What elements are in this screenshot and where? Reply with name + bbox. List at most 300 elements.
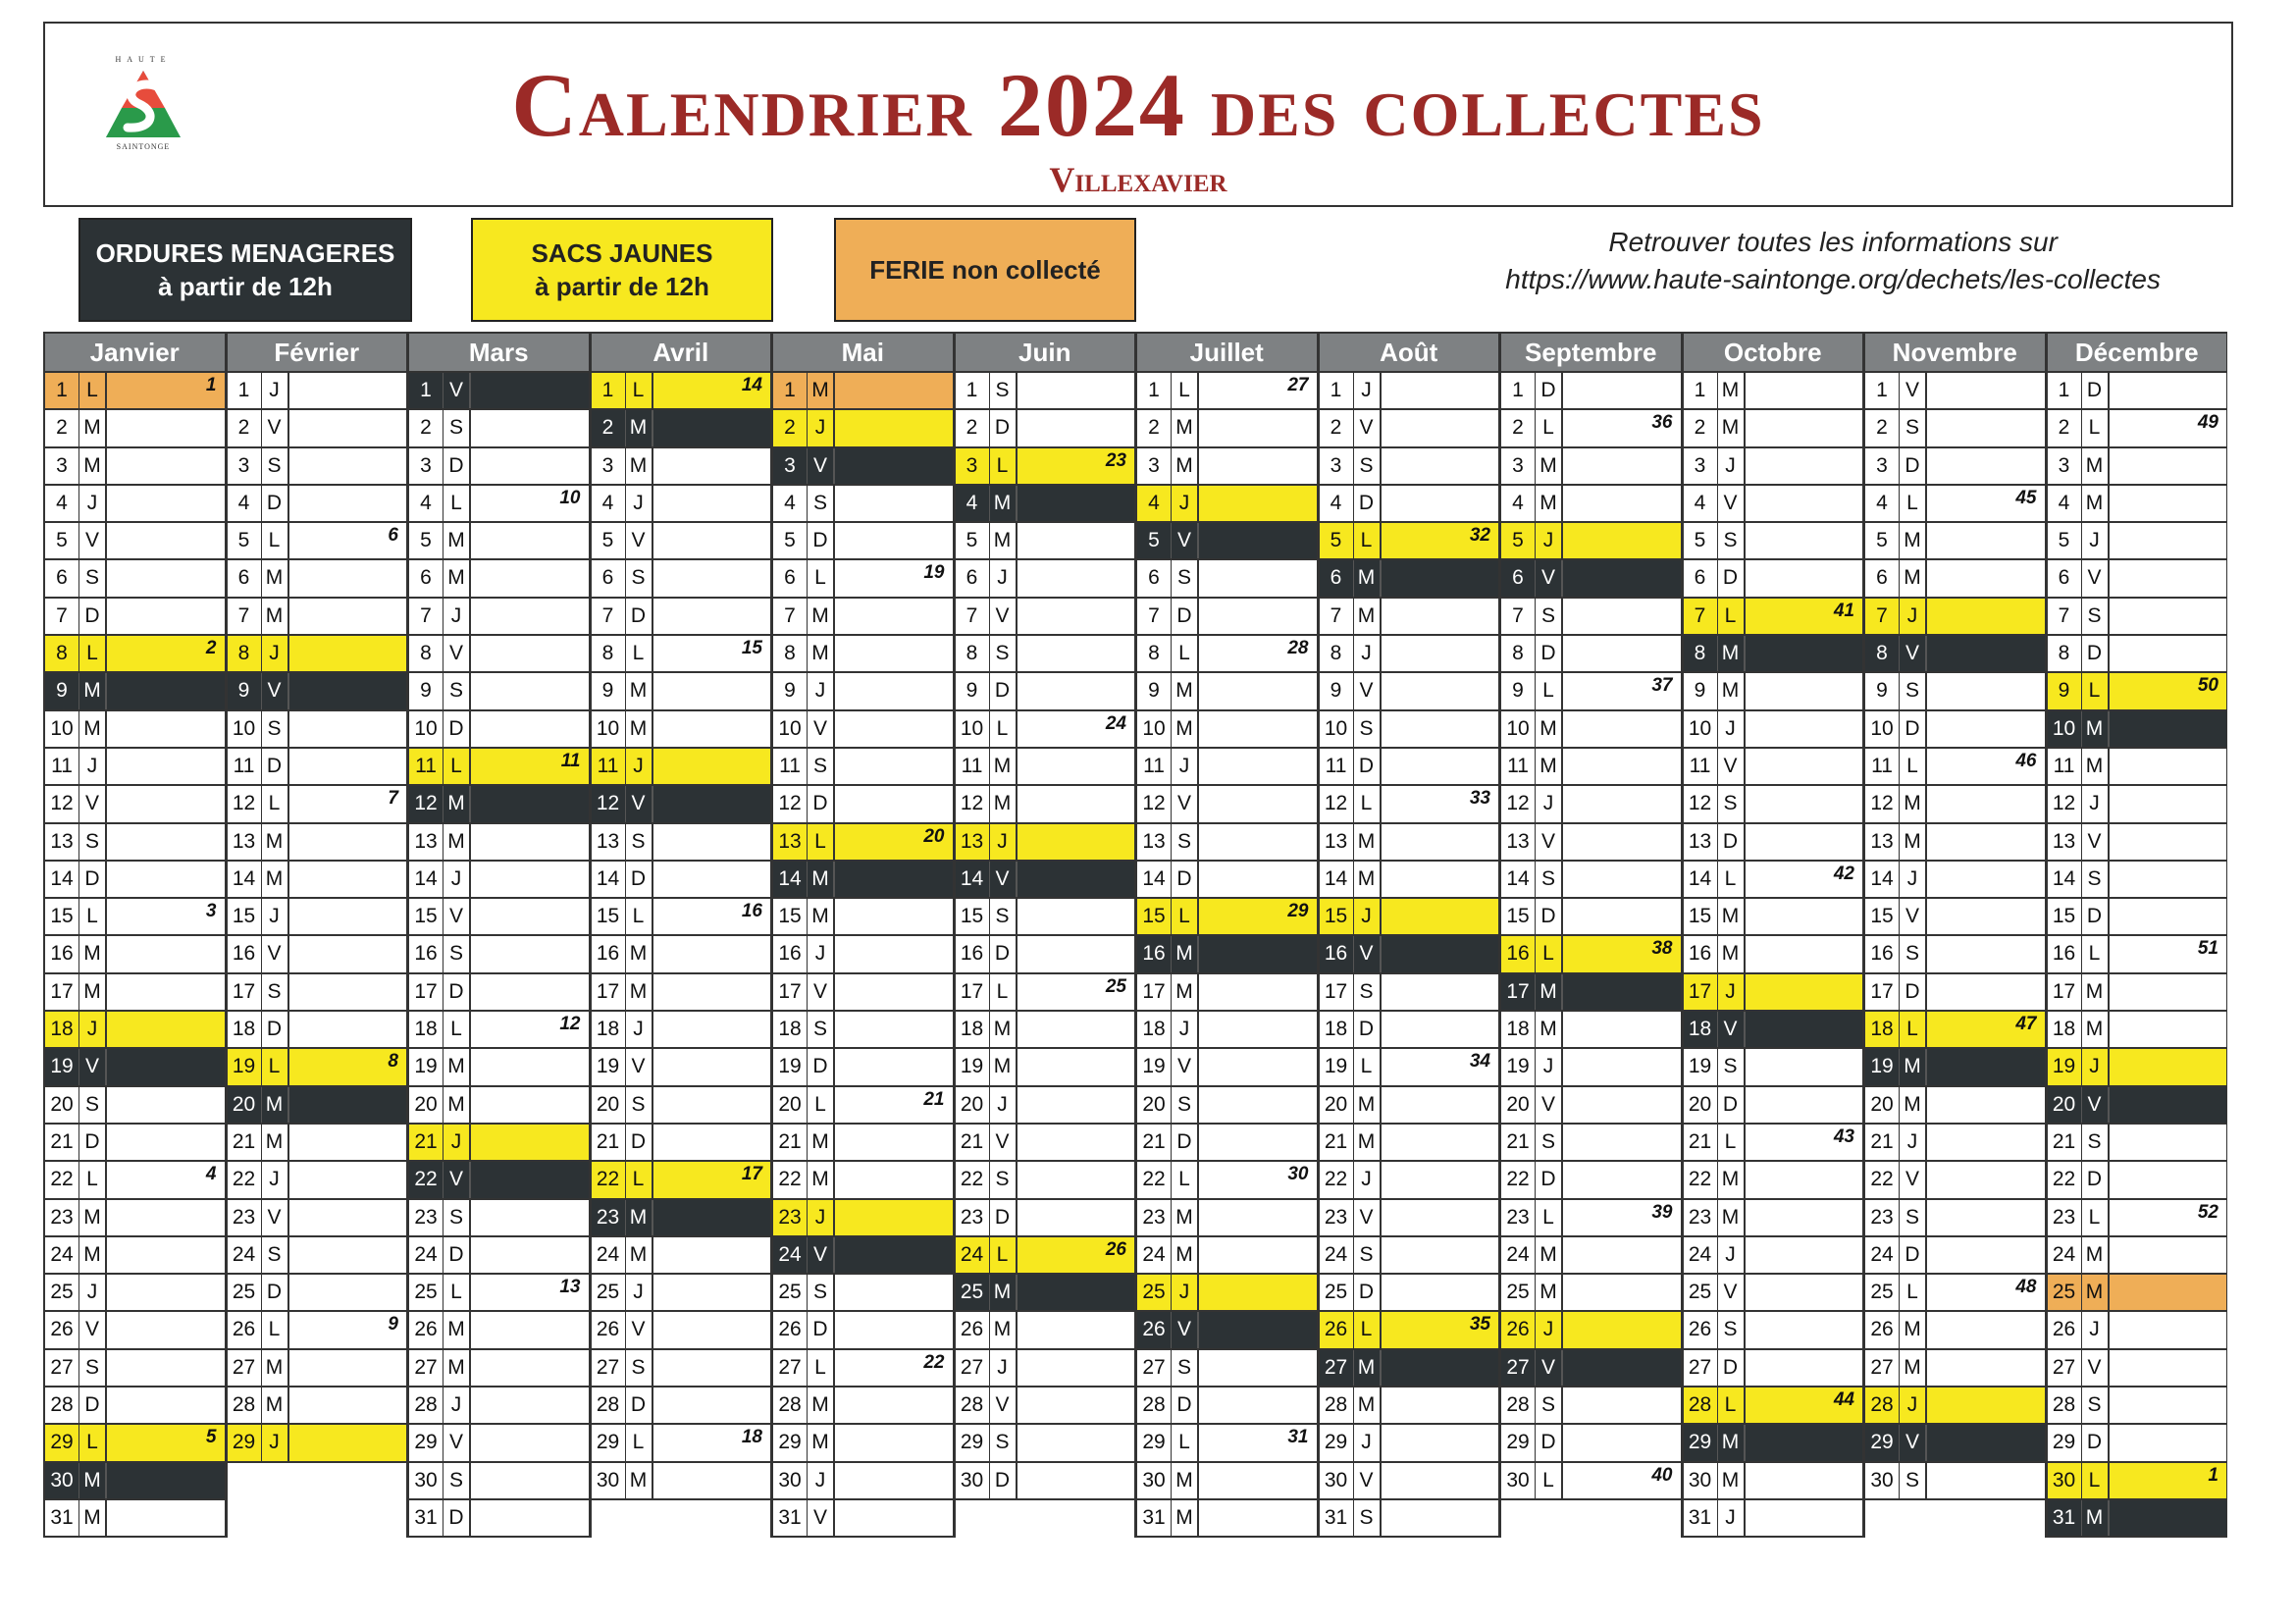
day-of-week: V — [1900, 1425, 1927, 1460]
day-of-week: S — [1900, 1200, 1927, 1235]
day-row — [956, 486, 1135, 523]
day-row — [1684, 1275, 1863, 1312]
day-of-week: D — [1900, 711, 1927, 747]
month-column — [771, 332, 954, 1538]
day-number: 6 — [1684, 560, 1718, 596]
day-of-week: J — [1172, 1275, 1199, 1310]
week-number — [2110, 636, 2227, 671]
day-row — [1684, 636, 1863, 673]
day-of-week: V — [1172, 1049, 1199, 1084]
week-number — [1927, 560, 2045, 596]
day-row — [228, 1350, 407, 1387]
day-row — [592, 1012, 771, 1049]
day-of-week: S — [1172, 1087, 1199, 1123]
day-of-week: S — [808, 1275, 835, 1310]
day-of-week: V — [1172, 786, 1199, 821]
day-number: 14 — [592, 862, 626, 897]
day-of-week: D — [1172, 1387, 1199, 1423]
day-number: 10 — [1137, 711, 1172, 747]
day-of-week: M — [626, 1200, 653, 1235]
day-of-week: V — [1354, 673, 1382, 708]
day-of-week: M — [1900, 523, 1927, 558]
day-row — [228, 636, 407, 673]
day-of-week: M — [626, 711, 653, 747]
day-row — [956, 448, 1135, 486]
day-row — [1865, 560, 2045, 598]
day-of-week: L — [79, 636, 107, 671]
day-number: 10 — [228, 711, 262, 747]
week-number — [2110, 1087, 2227, 1123]
week-number: 38 — [1651, 938, 1673, 960]
day-number: 29 — [45, 1425, 79, 1460]
day-number: 18 — [1137, 1012, 1172, 1047]
day-of-week: M — [262, 862, 289, 897]
week-number — [289, 1425, 407, 1460]
day-number: 12 — [1684, 786, 1718, 821]
month-column — [43, 332, 226, 1538]
day-row — [1320, 1275, 1499, 1312]
week-number — [1746, 974, 1863, 1010]
day-of-week: M — [1718, 1425, 1746, 1460]
day-number: 30 — [45, 1463, 79, 1498]
day-number: 3 — [592, 448, 626, 484]
day-of-week: S — [626, 560, 653, 596]
day-of-week: M — [1536, 448, 1563, 484]
day-row — [1865, 523, 2045, 560]
day-of-week: M — [1172, 936, 1199, 971]
week-number — [1199, 786, 1317, 821]
day-number: 18 — [45, 1012, 79, 1047]
day-number: 13 — [45, 824, 79, 860]
day-row — [409, 1162, 589, 1199]
day-number: 16 — [1684, 936, 1718, 971]
day-number: 26 — [409, 1312, 444, 1347]
week-number — [107, 486, 225, 521]
day-of-week: D — [808, 1312, 835, 1347]
week-number — [1746, 486, 1863, 521]
day-row — [409, 1463, 589, 1500]
day-row — [1684, 974, 1863, 1012]
day-of-week: D — [990, 673, 1018, 708]
day-of-week: M — [262, 1125, 289, 1160]
week-number: 52 — [2197, 1201, 2218, 1223]
day-number: 12 — [1137, 786, 1172, 821]
day-row — [956, 599, 1135, 636]
week-number: 25 — [1105, 975, 1126, 997]
day-number: 28 — [409, 1387, 444, 1423]
day-number: 8 — [1320, 636, 1354, 671]
week-number — [471, 448, 589, 484]
day-number: 24 — [409, 1237, 444, 1273]
day-number: 20 — [1137, 1087, 1172, 1123]
week-number — [2110, 1049, 2227, 1084]
day-of-week: D — [1536, 373, 1563, 408]
day-row — [1501, 599, 1681, 636]
day-of-week: V — [1172, 1312, 1199, 1347]
week-number — [289, 711, 407, 747]
day-row — [773, 1125, 953, 1162]
day-number: 1 — [1320, 373, 1354, 408]
day-number: 25 — [773, 1275, 808, 1310]
day-number: 4 — [2048, 486, 2082, 521]
day-of-week: M — [1900, 824, 1927, 860]
day-of-week: J — [1536, 1312, 1563, 1347]
week-number — [653, 936, 771, 971]
week-number — [835, 523, 953, 558]
day-number: 10 — [1501, 711, 1536, 747]
week-number — [1382, 974, 1499, 1010]
week-number — [1746, 1312, 1863, 1347]
day-number: 1 — [1501, 373, 1536, 408]
week-number — [1563, 786, 1681, 821]
day-number: 14 — [1320, 862, 1354, 897]
day-of-week: S — [79, 560, 107, 596]
day-of-week: L — [2082, 1463, 2110, 1498]
day-row — [1501, 1087, 1681, 1125]
week-number: 11 — [560, 750, 581, 771]
week-number: 36 — [1651, 412, 1673, 434]
day-of-week: J — [79, 1012, 107, 1047]
week-number — [1927, 673, 2045, 708]
week-number — [1927, 636, 2045, 671]
day-row — [1320, 448, 1499, 486]
day-number: 20 — [1320, 1087, 1354, 1123]
day-of-week: L — [1536, 936, 1563, 971]
day-of-week: D — [79, 1387, 107, 1423]
day-of-week: M — [1172, 1237, 1199, 1273]
day-row — [1320, 1312, 1499, 1349]
week-number — [1018, 1275, 1135, 1310]
week-number — [653, 786, 771, 821]
day-number: 7 — [2048, 599, 2082, 634]
week-number — [2110, 711, 2227, 747]
day-number: 14 — [956, 862, 990, 897]
day-of-week: S — [444, 1463, 471, 1498]
week-number — [1199, 824, 1317, 860]
day-number: 18 — [409, 1012, 444, 1047]
day-number: 26 — [1320, 1312, 1354, 1347]
day-number: 22 — [1865, 1162, 1900, 1197]
day-of-week: S — [1172, 560, 1199, 596]
day-number: 24 — [592, 1237, 626, 1273]
day-number: 5 — [228, 523, 262, 558]
day-row — [1865, 599, 2045, 636]
day-of-week: V — [1354, 1200, 1382, 1235]
day-of-week: M — [1718, 636, 1746, 671]
week-number — [1927, 1312, 2045, 1347]
day-number: 12 — [45, 786, 79, 821]
day-number: 7 — [1684, 599, 1718, 634]
day-row — [409, 1275, 589, 1312]
day-row — [1137, 636, 1317, 673]
day-number: 28 — [773, 1387, 808, 1423]
day-row — [2048, 673, 2227, 710]
day-number: 13 — [773, 824, 808, 860]
day-of-week: V — [626, 523, 653, 558]
day-row — [1684, 1125, 1863, 1162]
day-number: 8 — [592, 636, 626, 671]
day-number: 6 — [2048, 560, 2082, 596]
day-of-week: V — [808, 1237, 835, 1273]
day-row — [409, 636, 589, 673]
day-number: 18 — [773, 1012, 808, 1047]
week-number — [1746, 824, 1863, 860]
day-number: 5 — [409, 523, 444, 558]
week-number — [835, 1312, 953, 1347]
day-row — [409, 673, 589, 710]
week-number — [2110, 373, 2227, 408]
day-row — [1320, 1237, 1499, 1275]
day-of-week: S — [1172, 824, 1199, 860]
day-row — [1320, 974, 1499, 1012]
week-number — [1199, 1049, 1317, 1084]
day-of-week: L — [1900, 749, 1927, 784]
day-row — [1684, 486, 1863, 523]
day-number: 8 — [1137, 636, 1172, 671]
week-number — [1927, 1387, 2045, 1423]
day-number: 5 — [45, 523, 79, 558]
day-number: 9 — [592, 673, 626, 708]
week-number — [1746, 1425, 1863, 1460]
week-number — [289, 448, 407, 484]
day-of-week: S — [990, 373, 1018, 408]
week-number — [2110, 1387, 2227, 1423]
day-number: 24 — [1684, 1237, 1718, 1273]
day-of-week: V — [1718, 1275, 1746, 1310]
day-number: 25 — [1137, 1275, 1172, 1310]
week-number — [1382, 673, 1499, 708]
day-of-week: L — [1172, 636, 1199, 671]
week-number: 14 — [741, 375, 762, 395]
day-number: 3 — [1320, 448, 1354, 484]
legend-ordures-time: à partir de 12h — [158, 272, 333, 301]
day-row — [45, 974, 225, 1012]
day-of-week: J — [1536, 523, 1563, 558]
day-of-week: M — [444, 824, 471, 860]
day-row — [1684, 1500, 1863, 1538]
week-number — [653, 749, 771, 784]
day-row — [1501, 486, 1681, 523]
day-of-week: S — [1900, 1463, 1927, 1498]
day-number: 31 — [1684, 1500, 1718, 1536]
day-number: 11 — [45, 749, 79, 784]
week-number — [1563, 1350, 1681, 1386]
day-number: 15 — [956, 899, 990, 934]
day-number: 29 — [228, 1425, 262, 1460]
day-of-week: L — [1354, 523, 1382, 558]
day-row — [228, 486, 407, 523]
day-number: 22 — [45, 1162, 79, 1197]
week-number — [471, 1500, 589, 1536]
day-number: 23 — [45, 1200, 79, 1235]
day-of-week: L — [262, 1049, 289, 1084]
week-number — [1018, 373, 1135, 408]
day-of-week: D — [2082, 899, 2110, 934]
week-number: 2 — [205, 638, 217, 659]
day-row — [45, 560, 225, 598]
day-row — [773, 1312, 953, 1349]
day-row — [956, 1387, 1135, 1425]
week-number — [2110, 974, 2227, 1010]
week-number: 24 — [1105, 712, 1126, 734]
week-number — [1563, 974, 1681, 1010]
day-number: 1 — [1865, 373, 1900, 408]
week-number — [1927, 899, 2045, 934]
day-row — [1137, 523, 1317, 560]
day-row — [45, 1312, 225, 1349]
day-row — [228, 673, 407, 710]
day-of-week: D — [1900, 1237, 1927, 1273]
week-number — [1563, 1087, 1681, 1123]
day-row — [1865, 486, 2045, 523]
week-number — [107, 974, 225, 1010]
day-number: 31 — [409, 1500, 444, 1536]
day-row — [2048, 786, 2227, 823]
day-number: 27 — [409, 1350, 444, 1386]
day-row — [1137, 599, 1317, 636]
day-row — [773, 636, 953, 673]
day-of-week: L — [1172, 1425, 1199, 1460]
day-row — [2048, 711, 2227, 749]
day-row — [1865, 448, 2045, 486]
day-of-week: M — [1354, 1387, 1382, 1423]
day-row — [409, 1387, 589, 1425]
day-row — [1684, 599, 1863, 636]
day-of-week: S — [1536, 862, 1563, 897]
day-number: 29 — [592, 1425, 626, 1460]
day-row — [1137, 1012, 1317, 1049]
day-of-week: L — [808, 1087, 835, 1123]
day-row — [2048, 1350, 2227, 1387]
day-of-week: S — [1536, 1387, 1563, 1423]
day-row — [1501, 1275, 1681, 1312]
day-of-week: M — [626, 1237, 653, 1273]
day-row — [1320, 1125, 1499, 1162]
day-row — [45, 786, 225, 823]
day-row — [592, 1275, 771, 1312]
day-row — [45, 1275, 225, 1312]
day-number: 9 — [228, 673, 262, 708]
day-of-week: L — [808, 1350, 835, 1386]
day-of-week: D — [1536, 1425, 1563, 1460]
day-row — [409, 599, 589, 636]
week-number — [1927, 1125, 2045, 1160]
day-of-week: S — [1536, 1125, 1563, 1160]
day-of-week: L — [1718, 1387, 1746, 1423]
day-number: 20 — [1865, 1087, 1900, 1123]
day-of-week: S — [444, 410, 471, 445]
day-number: 12 — [773, 786, 808, 821]
day-of-week: D — [808, 1049, 835, 1084]
day-number: 4 — [1684, 486, 1718, 521]
day-row — [1137, 1087, 1317, 1125]
day-of-week: M — [1172, 974, 1199, 1010]
day-row — [1320, 824, 1499, 862]
week-number — [2110, 824, 2227, 860]
day-row — [1320, 1425, 1499, 1462]
week-number — [1199, 673, 1317, 708]
day-of-week: V — [1354, 410, 1382, 445]
day-row — [45, 862, 225, 899]
day-row — [45, 673, 225, 710]
legend-ferie — [834, 218, 1136, 322]
day-number: 26 — [1865, 1312, 1900, 1347]
day-number: 10 — [1865, 711, 1900, 747]
day-of-week: M — [626, 1463, 653, 1498]
week-number — [289, 1012, 407, 1047]
day-row — [409, 410, 589, 447]
week-number — [1927, 1425, 2045, 1460]
week-number — [107, 410, 225, 445]
day-number: 30 — [592, 1463, 626, 1498]
day-of-week: L — [1718, 1125, 1746, 1160]
week-number — [107, 749, 225, 784]
day-number: 18 — [592, 1012, 626, 1047]
week-number — [1563, 1012, 1681, 1047]
day-row — [773, 486, 953, 523]
day-number: 21 — [773, 1125, 808, 1160]
week-number — [1563, 373, 1681, 408]
day-number: 15 — [1320, 899, 1354, 934]
day-number: 10 — [1320, 711, 1354, 747]
day-number: 17 — [2048, 974, 2082, 1010]
day-row — [2048, 1049, 2227, 1086]
day-number: 30 — [956, 1463, 990, 1498]
week-number — [2110, 749, 2227, 784]
day-row — [592, 711, 771, 749]
day-of-week: L — [262, 523, 289, 558]
week-number — [1199, 862, 1317, 897]
day-row — [1320, 1463, 1499, 1500]
week-number — [471, 711, 589, 747]
week-number — [835, 1463, 953, 1498]
day-row — [228, 1237, 407, 1275]
day-of-week: V — [990, 862, 1018, 897]
day-row — [1865, 1237, 2045, 1275]
info-url[interactable]: https://www.haute-saintonge.org/dechets/les-collectes — [1505, 264, 2161, 294]
week-number: 45 — [2015, 487, 2037, 508]
day-number: 9 — [2048, 673, 2082, 708]
week-number — [1382, 599, 1499, 634]
week-number: 33 — [1469, 788, 1490, 810]
week-number: 4 — [205, 1164, 217, 1185]
week-number: 37 — [1651, 675, 1673, 697]
info-line: Retrouver toutes les informations sur — [1608, 227, 2058, 257]
day-number: 1 — [2048, 373, 2082, 408]
week-number — [1927, 1350, 2045, 1386]
day-of-week: M — [1536, 749, 1563, 784]
day-number: 9 — [1865, 673, 1900, 708]
day-row — [1501, 749, 1681, 786]
week-number — [1018, 1312, 1135, 1347]
day-row — [409, 1425, 589, 1462]
day-row — [1865, 410, 2045, 447]
day-of-week: M — [808, 1425, 835, 1460]
week-number — [471, 1425, 589, 1460]
day-of-week: M — [2082, 1275, 2110, 1310]
week-number — [1018, 523, 1135, 558]
day-number: 2 — [956, 410, 990, 445]
day-row — [1137, 1275, 1317, 1312]
week-number: 31 — [1287, 1427, 1309, 1448]
day-number: 11 — [1137, 749, 1172, 784]
day-row — [956, 636, 1135, 673]
week-number — [1927, 523, 2045, 558]
day-of-week: M — [808, 373, 835, 408]
week-number: 39 — [1651, 1201, 1673, 1223]
day-number: 21 — [409, 1125, 444, 1160]
week-number — [1199, 1463, 1317, 1498]
